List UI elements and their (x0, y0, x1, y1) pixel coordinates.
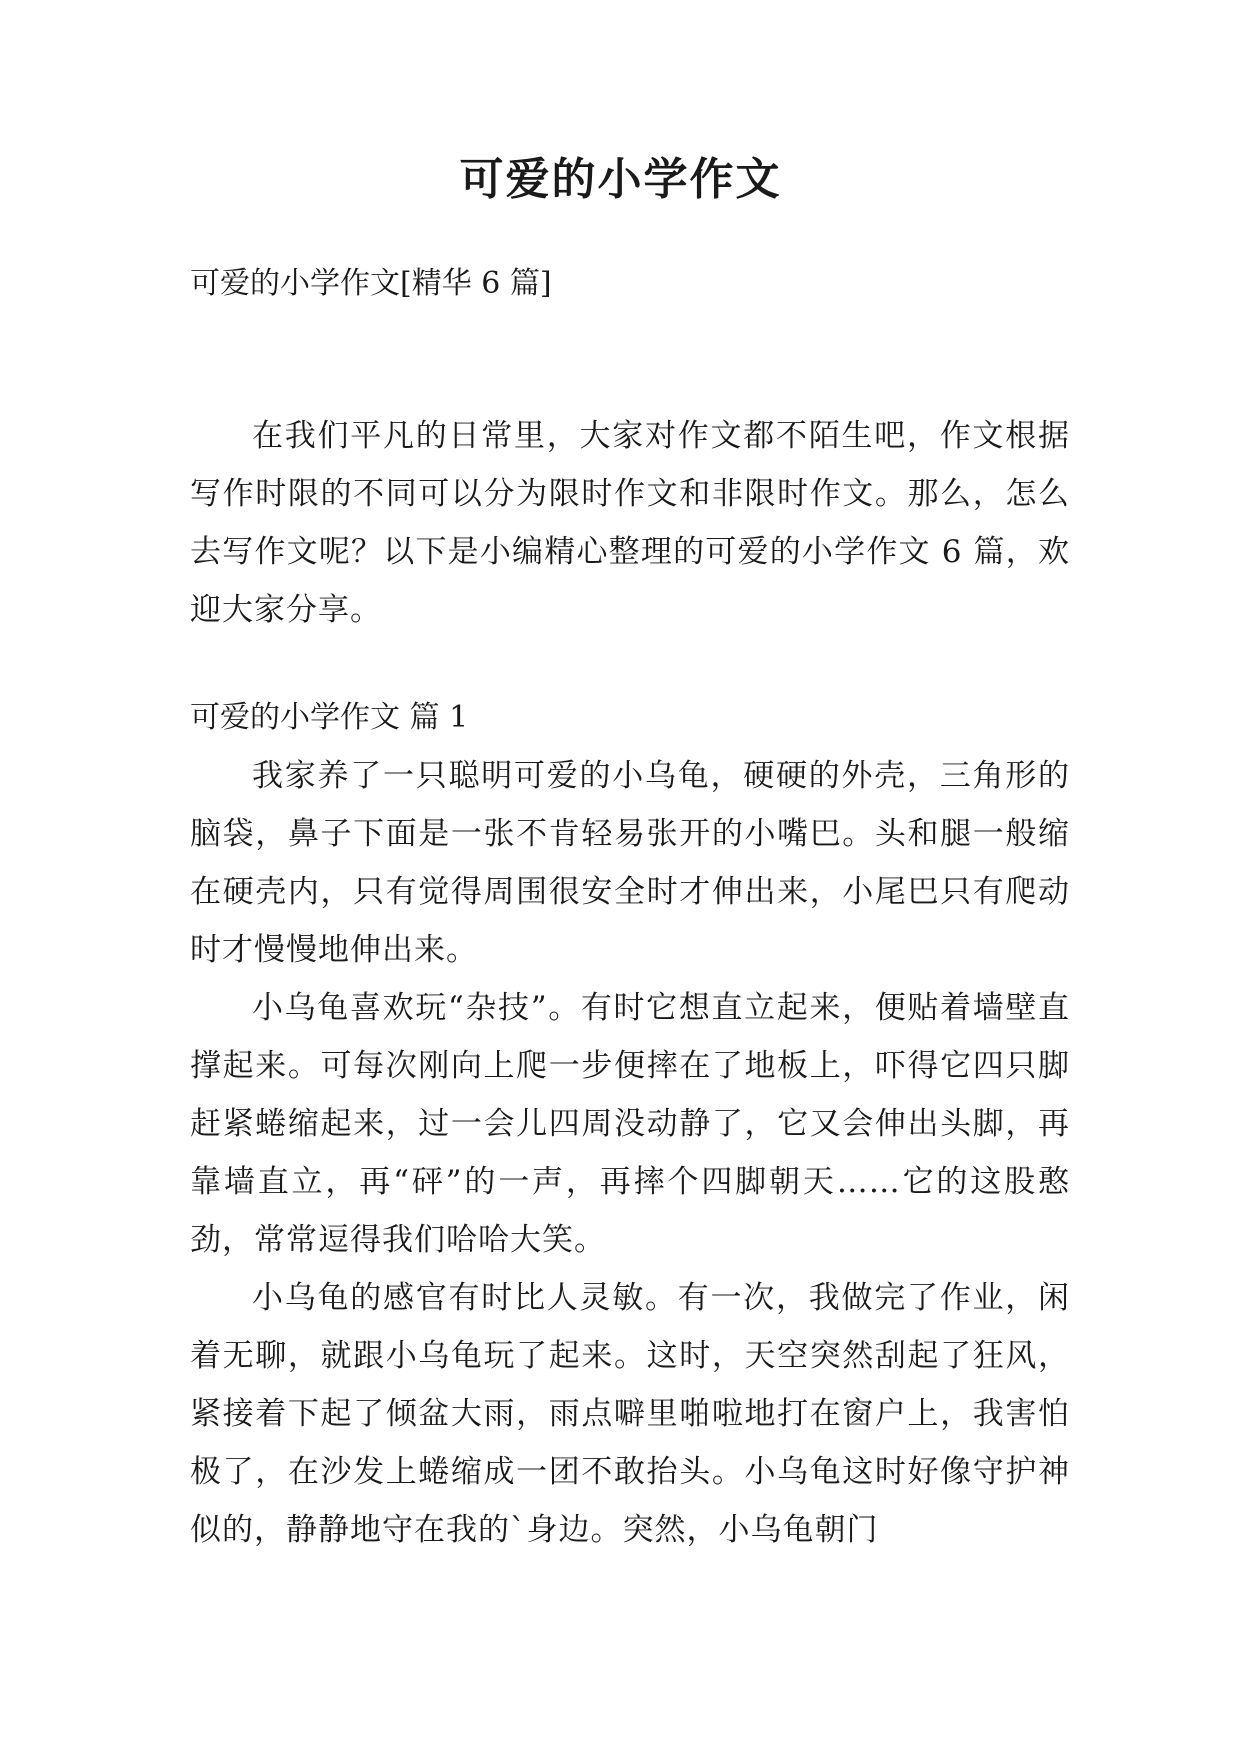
document-body (190, 407, 1070, 1559)
body-paragraph: 小乌龟的感官有时比人灵敏。有一次，我做完了作业，闲着无聊，就跟小乌龟玩了起来。这时，天空突然刮起了狂风，紧接着下起了倾盆大雨，雨点噼里啪啦地打在窗户上，我害怕极了，在沙发上蜷缩成一团不敢抬头。小乌龟这时好像守护神似的，静静地守在我的`身边。突然，小乌龟朝门 (190, 1280, 1070, 1548)
document-title: 可爱的小学作文 (459, 154, 782, 205)
body-paragraph: 我家养了一只聪明可爱的小乌龟，硬硬的外壳，三角形的脑袋，鼻子下面是一张不肯轻易张开的小嘴巴。头和腿一般缩在硬壳内，只有觉得周围很安全时才伸出来，小尾巴只有爬动时才慢慢地伸出来。 (190, 758, 1070, 968)
body-paragraph: 小乌龟喜欢玩“杂技”。有时它想直立起来，便贴着墙壁直撑起来。可每次刚向上爬一步便摔在了地板上，吓得它四只脚赶紧蜷缩起来，过一会儿四周没动静了，它又会伸出头脚，再靠墙直立，再“砰”的一声，再摔个四脚朝天……它的这股憨劲，常常逗得我们哈哈大笑。 (190, 990, 1070, 1258)
document-subtitle: 可爱的小学作文[精华 6 篇] (190, 266, 552, 301)
section-heading: 可爱的小学作文 篇 1 (190, 700, 469, 735)
intro-paragraph: 在我们平凡的日常里，大家对作文都不陌生吧，作文根据写作时限的不同可以分为限时作文和非限时作文。那么，怎么去写作文呢？以下是小编精心整理的可爱的小学作文 6 篇，欢迎大家分享。 (190, 418, 1070, 628)
